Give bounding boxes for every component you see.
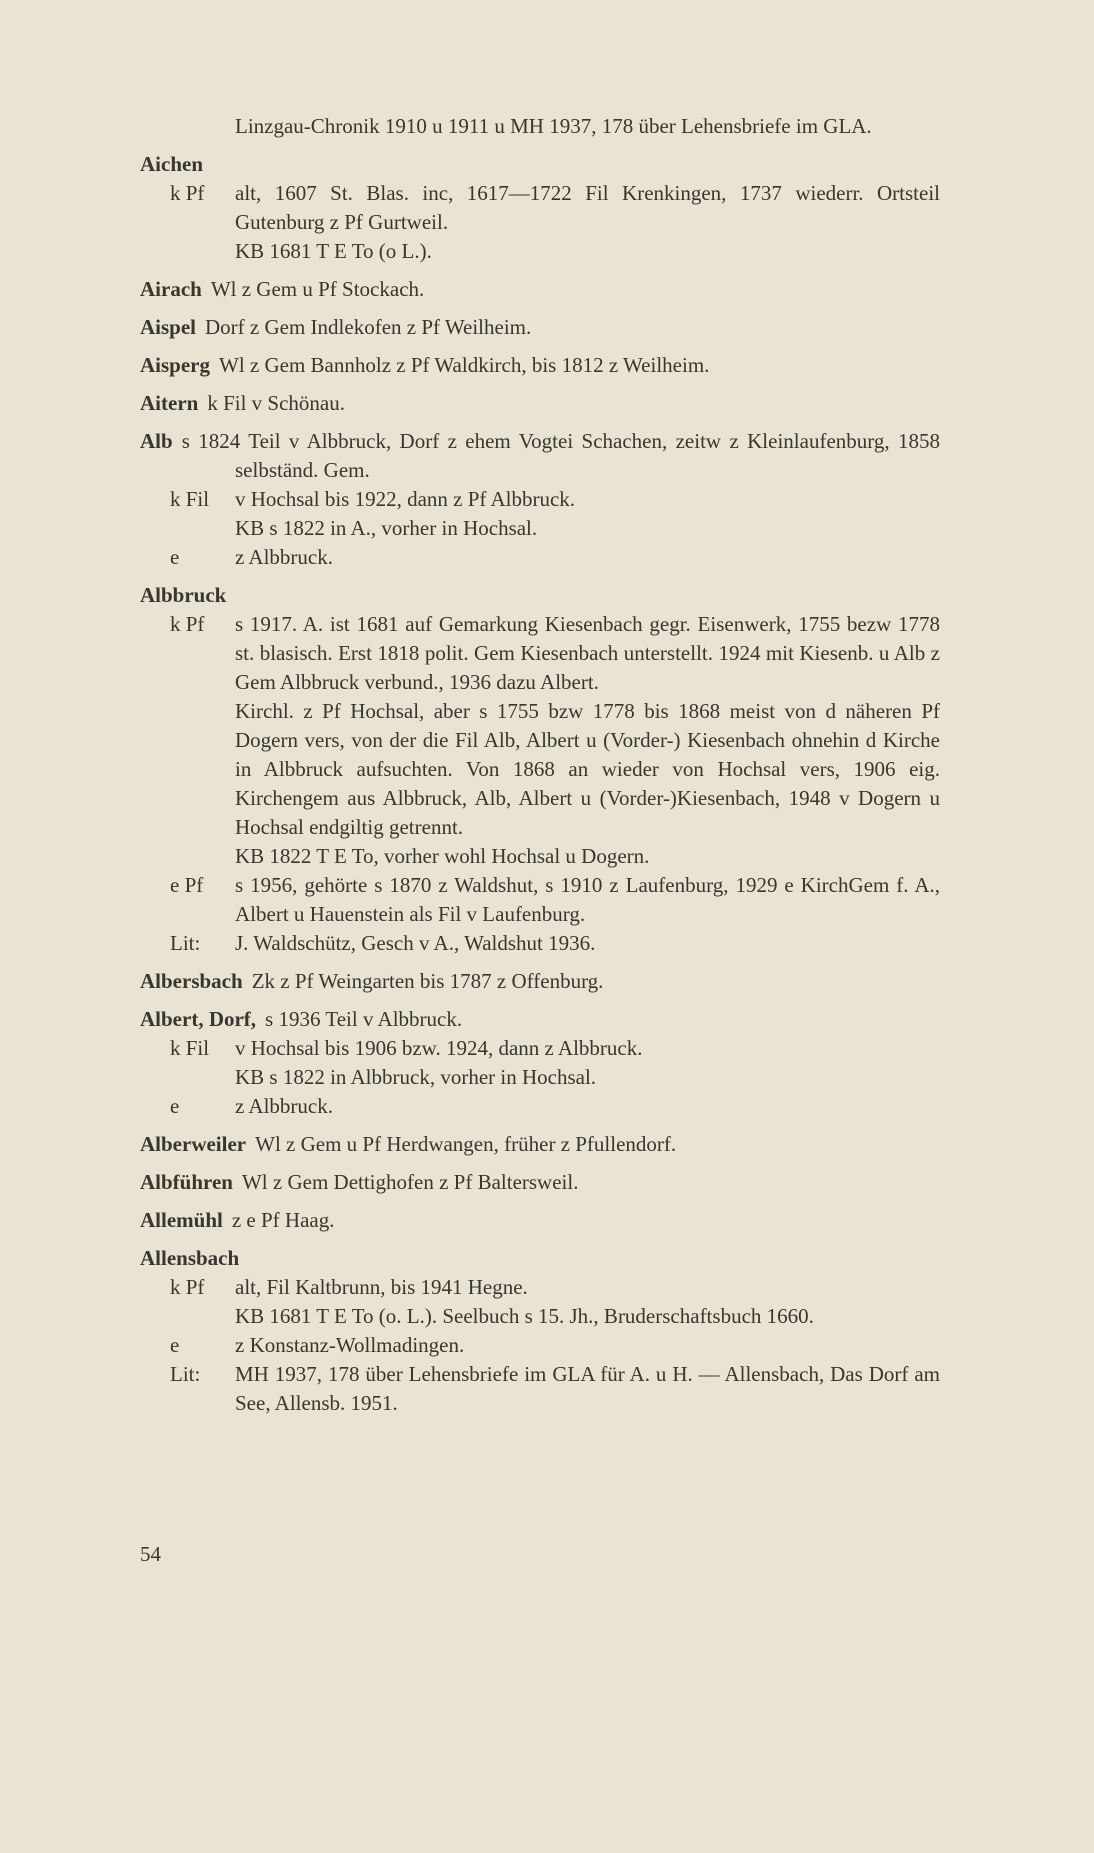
entry-headword: Aispel	[140, 315, 197, 339]
sub-text	[235, 1273, 940, 1331]
sub-text	[235, 929, 940, 958]
sub-paragraph: z Konstanz-Wollmadingen.	[235, 1333, 465, 1357]
subentry	[140, 179, 940, 266]
sub-label: e	[170, 1094, 180, 1118]
subentry	[140, 1360, 940, 1418]
sub-text	[235, 485, 940, 543]
subentry	[140, 871, 940, 929]
continuation-paragraph: Linzgau-Chronik 1910 u 1911 u MH 1937, 178 über Lehensbriefe im GLA.	[235, 114, 872, 138]
subentry	[140, 1273, 940, 1331]
sub-label: e	[170, 545, 180, 569]
page-number: 54	[140, 1542, 161, 1566]
subentry	[140, 610, 940, 871]
entry-text: Wl z Gem u Pf Herdwangen, früher z Pfullendorf.	[255, 1132, 677, 1156]
sub-paragraph: alt, Fil Kaltbrunn, bis 1941 Hegne.	[235, 1275, 528, 1299]
entry-text: Zk z Pf Weingarten bis 1787 z Offenburg.	[251, 969, 604, 993]
entry-headword: Allemühl	[140, 1208, 223, 1232]
sub-text	[235, 1092, 940, 1121]
sub-label: k Pf	[170, 1275, 205, 1299]
sub-label: k Fil	[170, 1036, 210, 1060]
sub-paragraph: Kirchl. z Pf Hochsal, aber s 1755 bzw 1778 bis 1868 meist von d näheren Pf Dogern vers, von der die Fil Alb, Albert u (Vorder-) Kiesenbach ohnehin d Kirche in Albbruck aufsuchten. Von 1868 an wieder von Hochsal vers, 1906 eig. Kirchengem aus Albbruck, Alb, Albert u (Vorder-)Kiesenbach, 1948 v Dogern u Hochsal endgiltig getrennt.	[235, 699, 940, 839]
entry-aichen	[140, 150, 940, 266]
sub-text	[235, 610, 940, 871]
entry-text: s 1936 Teil v Albbruck.	[265, 1007, 463, 1031]
entry-headword: Alb	[140, 429, 173, 453]
entry-headword: Albert, Dorf,	[140, 1007, 257, 1031]
sub-paragraph: s 1917. A. ist 1681 auf Gemarkung Kiesenbach gegr. Eisenwerk, 1755 bezw 1778 st. blasisch. Erst 1818 polit. Gem Kiesenbach unterstellt. 1924 mit Kiesenb. u Alb z Gem Albbruck verbund., 1936 dazu Albert.	[235, 612, 940, 694]
sub-paragraph: J. Waldschütz, Gesch v A., Waldshut 1936.	[235, 931, 596, 955]
entry-text: Wl z Gem Dettighofen z Pf Baltersweil.	[241, 1170, 579, 1194]
entry-headline	[140, 150, 940, 179]
entry-headword: Aisperg	[140, 353, 210, 377]
entry-headword: Albbruck	[140, 583, 227, 607]
entry-albbruck	[140, 581, 940, 958]
sub-paragraph: alt, 1607 St. Blas. inc, 1617—1722 Fil Krenkingen, 1737 wiederr. Ortsteil Gutenburg z Pf Gurtweil.	[235, 181, 940, 234]
sub-paragraph: KB s 1822 in A., vorher in Hochsal.	[235, 516, 538, 540]
sub-label: Lit:	[170, 1362, 201, 1386]
entry-headword: Albersbach	[140, 969, 243, 993]
entry-headword: Aitern	[140, 391, 199, 415]
sub-text	[235, 1331, 940, 1360]
entry-alberweiler	[140, 1130, 940, 1159]
entry-text: Wl z Gem Bannholz z Pf Waldkirch, bis 1812 z Weilheim.	[219, 353, 710, 377]
sub-text	[235, 1360, 940, 1418]
entry-headword: Albführen	[140, 1170, 233, 1194]
entry-headword: Aichen	[140, 152, 203, 176]
sub-paragraph: KB 1681 T E To (o. L.). Seelbuch s 15. Jh., Bruderschaftsbuch 1660.	[235, 1304, 814, 1328]
entry-headline	[140, 1005, 940, 1034]
subentry	[140, 1034, 940, 1092]
sub-paragraph: KB s 1822 in Albbruck, vorher in Hochsal.	[235, 1065, 597, 1089]
entry-aisperg	[140, 351, 940, 380]
sub-paragraph: s 1956, gehörte s 1870 z Waldshut, s 1910 z Laufenburg, 1929 e KirchGem f. A., Albert u Hauenstein als Fil v Laufenburg.	[235, 873, 940, 926]
entry-headline	[140, 581, 940, 610]
sub-paragraph: v Hochsal bis 1906 bzw. 1924, dann z Albbruck.	[235, 1036, 643, 1060]
sub-text	[235, 1034, 940, 1092]
sub-text	[235, 871, 940, 929]
sub-paragraph: MH 1937, 178 über Lehensbriefe im GLA für A. u H. — Allensbach, Das Dorf am See, Allensb. 1951.	[235, 1362, 940, 1415]
entry-albert	[140, 1005, 940, 1121]
subentry	[140, 1092, 940, 1121]
sub-label: k Pf	[170, 612, 205, 636]
entry-allensbach	[140, 1244, 940, 1418]
sub-label: e Pf	[170, 873, 204, 897]
subentry	[140, 485, 940, 543]
entry-text: z e Pf Haag.	[231, 1208, 335, 1232]
page-content	[140, 112, 940, 1427]
sub-paragraph: z Albbruck.	[235, 1094, 333, 1118]
subentry	[140, 543, 940, 572]
sub-text	[235, 179, 940, 266]
entry-text: s 1824 Teil v Albbruck, Dorf z ehem Vogtei Schachen, zeitw z Kleinlaufenburg, 1858 selbständ. Gem.	[181, 429, 940, 482]
sub-paragraph: KB 1681 T E To (o L.).	[235, 239, 432, 263]
entry-text: Wl z Gem u Pf Stockach.	[210, 277, 425, 301]
entry-headword: Airach	[140, 277, 202, 301]
entry-alb	[140, 427, 940, 572]
sub-paragraph: KB 1822 T E To, vorher wohl Hochsal u Dogern.	[235, 844, 650, 868]
entry-allemuehl	[140, 1206, 940, 1235]
sub-label: k Fil	[170, 487, 210, 511]
entry-text: k Fil v Schönau.	[207, 391, 345, 415]
sub-label: e	[170, 1333, 180, 1357]
sub-paragraph: z Albbruck.	[235, 545, 333, 569]
entry-text: Dorf z Gem Indlekofen z Pf Weilheim.	[205, 315, 532, 339]
entry-aispel	[140, 313, 940, 342]
entry-headword: Alberweiler	[140, 1132, 247, 1156]
sub-label: k Pf	[170, 181, 205, 205]
sub-text	[235, 543, 940, 572]
entry-aitern	[140, 389, 940, 418]
entry-headword: Allensbach	[140, 1246, 240, 1270]
entry-headline	[140, 1244, 940, 1273]
entry-airach	[140, 275, 940, 304]
sub-paragraph: v Hochsal bis 1922, dann z Pf Albbruck.	[235, 487, 576, 511]
entry-albersbach	[140, 967, 940, 996]
subentry	[140, 929, 940, 958]
sub-label: Lit:	[170, 931, 201, 955]
entry-albfuehren	[140, 1168, 940, 1197]
subentry	[140, 1331, 940, 1360]
entry-headline	[140, 427, 940, 485]
